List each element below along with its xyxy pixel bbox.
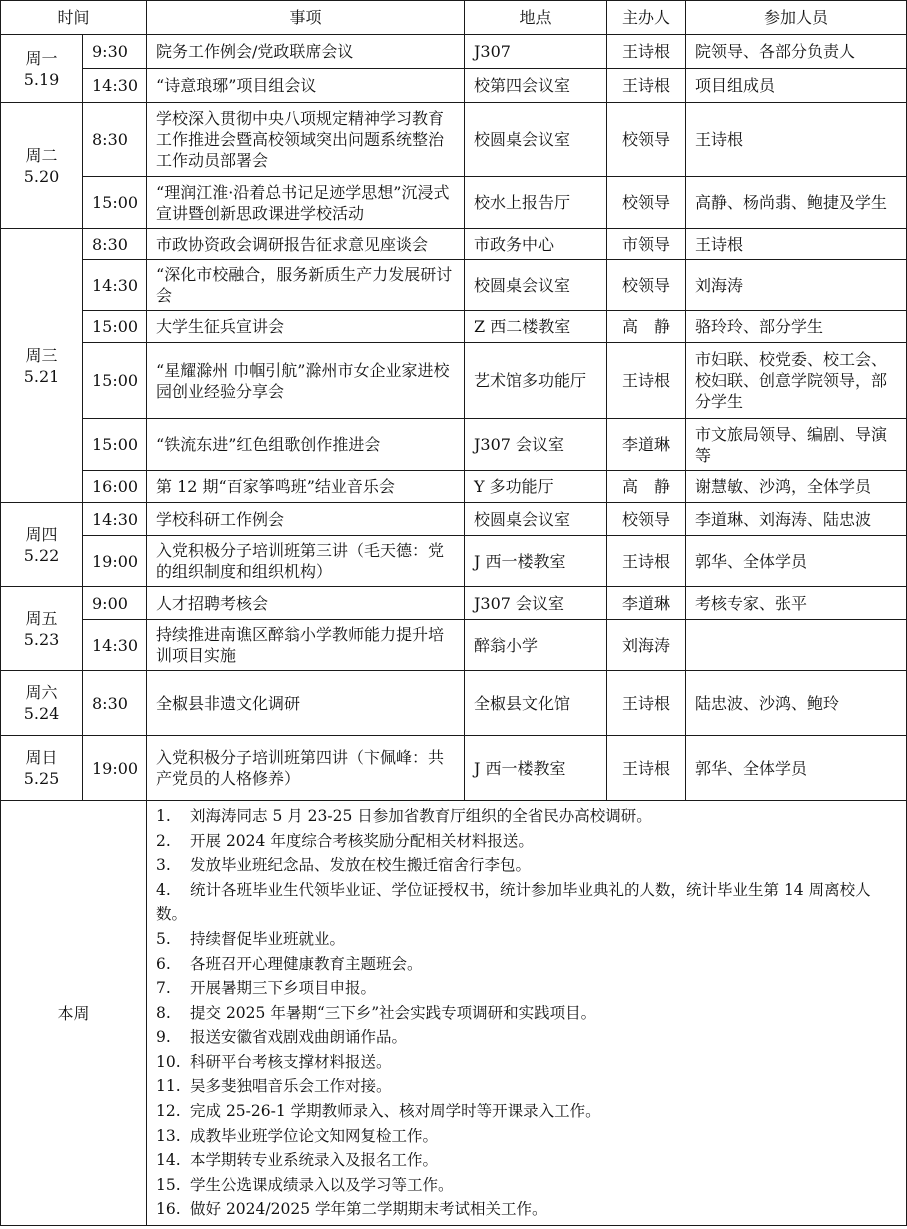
header-time: 时间: [1, 1, 147, 35]
item-cell: 第 12 期“百家筝鸣班”结业音乐会: [147, 471, 465, 503]
table-row: [1, 103, 907, 177]
list-item: [156, 1001, 897, 1026]
participants-cell: 院领导、各部分负责人: [686, 35, 907, 69]
location-cell: 校水上报告厅: [465, 177, 607, 229]
location-cell: 校圆桌会议室: [465, 260, 607, 311]
week-notes-row: [1, 801, 907, 1226]
time-cell: 9:00: [83, 587, 147, 620]
organizer-cell: 李道琳: [607, 419, 686, 471]
organizer-cell: 王诗根: [607, 736, 686, 801]
time-cell: 8:30: [83, 103, 147, 177]
time-cell: 15:00: [83, 177, 147, 229]
day-cell: [1, 35, 83, 103]
table-row: [1, 471, 907, 503]
location-cell: 校圆桌会议室: [465, 103, 607, 177]
table-row: [1, 587, 907, 620]
date-label: 5.19: [23, 69, 60, 89]
date-label: 5.20: [23, 166, 60, 186]
list-item-number: 10.: [156, 1052, 181, 1071]
participants-cell: 刘海涛: [686, 260, 907, 311]
weekday-label: 周三: [25, 345, 58, 365]
participants-cell: 项目组成员: [686, 69, 907, 103]
organizer-cell: 王诗根: [607, 69, 686, 103]
weekday-label: 周五: [25, 608, 58, 628]
date-label: 5.23: [23, 629, 60, 649]
weekday-label: 周日: [25, 748, 58, 767]
participants-cell: 谢慧敏、沙鸿，全体学员: [686, 471, 907, 503]
header-location: 地点: [465, 1, 607, 35]
participants-cell: 郭华、全体学员: [686, 536, 907, 587]
organizer-cell: 王诗根: [607, 343, 686, 419]
table-row: [1, 736, 907, 801]
list-item-number: 7.: [156, 979, 171, 998]
item-cell: “理润江淮·沿着总书记足迹学思想”沉浸式宣讲暨创新思政课进学校活动: [147, 177, 465, 229]
list-item-text: 完成 25-26-1 学期教师录入、核对周学时等开课录入工作。: [190, 1102, 601, 1121]
list-item-text: 开展暑期三下乡项目申报。: [190, 979, 377, 998]
location-cell: Z 西二楼教室: [465, 311, 607, 343]
participants-cell: 高静、杨尚翡、鲍捷及学生: [686, 177, 907, 229]
list-item-number: 6.: [156, 954, 171, 973]
location-cell: 校圆桌会议室: [465, 503, 607, 536]
date-label: 5.24: [23, 704, 60, 723]
list-item-number: 3.: [156, 856, 171, 875]
time-cell: 14:30: [83, 620, 147, 671]
list-item-number: 13.: [156, 1126, 181, 1145]
location-cell: 全椒县文化馆: [465, 671, 607, 736]
list-item: [156, 1050, 897, 1075]
list-item-text: 报送安徽省戏剧戏曲朗诵作品。: [190, 1028, 408, 1047]
header-row: [1, 1, 907, 35]
list-item-number: 11.: [156, 1077, 181, 1096]
day-cell: [1, 736, 83, 801]
participants-cell: 李道琳、刘海涛、陆忠波: [686, 503, 907, 536]
time-cell: 14:30: [83, 69, 147, 103]
location-cell: J307 会议室: [465, 587, 607, 620]
item-cell: 入党积极分子培训班第四讲（卞佩峰：共产党员的人格修养）: [147, 736, 465, 801]
week-notes-cell: [147, 801, 907, 1226]
header-organizer: 主办人: [607, 1, 686, 35]
weekday-label: 周六: [25, 683, 58, 702]
time-cell: 15:00: [83, 311, 147, 343]
table-row: [1, 536, 907, 587]
day-cell: [1, 503, 83, 587]
list-item-text: 开展 2024 年度综合考核奖励分配相关材料报送。: [190, 831, 534, 850]
list-item-text: 做好 2024/2025 学年第二学期期末考试相关工作。: [190, 1200, 548, 1219]
item-cell: 持续推进南谯区醉翁小学教师能力提升培训项目实施: [147, 620, 465, 671]
item-cell: 大学生征兵宣讲会: [147, 311, 465, 343]
list-item: [156, 1099, 897, 1124]
date-label: 5.21: [23, 366, 60, 386]
weekday-label: 周二: [25, 145, 58, 165]
list-item-text: 刘海涛同志 5 月 23-25 日参加省教育厅组织的全省民办高校调研。: [190, 806, 652, 825]
list-item-number: 5.: [156, 929, 171, 948]
item-cell: 入党积极分子培训班第三讲（毛天德：党的组织制度和组织机构）: [147, 536, 465, 587]
list-item-number: 16.: [156, 1200, 181, 1219]
location-cell: 市政务中心: [465, 229, 607, 260]
time-cell: 15:00: [83, 343, 147, 419]
time-cell: 8:30: [83, 671, 147, 736]
participants-cell: 王诗根: [686, 103, 907, 177]
list-item-number: 12.: [156, 1102, 181, 1121]
list-item-text: 学生公选课成绩录入以及学习等工作。: [190, 1175, 454, 1194]
participants-cell: 陆忠波、沙鸿、鲍玲: [686, 671, 907, 736]
time-cell: 14:30: [83, 260, 147, 311]
location-cell: 醉翁小学: [465, 620, 607, 671]
list-item: [156, 927, 897, 952]
list-item: [156, 829, 897, 854]
table-row: [1, 35, 907, 69]
organizer-cell: 校领导: [607, 503, 686, 536]
list-item: [156, 1148, 897, 1173]
day-cell: [1, 587, 83, 671]
location-cell: J 西一楼教室: [465, 736, 607, 801]
time-cell: 19:00: [83, 536, 147, 587]
item-cell: 学校深入贯彻中央八项规定精神学习教育工作推进会暨高校领域突出问题系统整治工作动员部署会: [147, 103, 465, 177]
date-label: 5.22: [23, 545, 60, 565]
list-item: [156, 878, 897, 927]
time-cell: 16:00: [83, 471, 147, 503]
item-cell: 院务工作例会/党政联席会议: [147, 35, 465, 69]
location-cell: 艺术馆多功能厅: [465, 343, 607, 419]
day-cell: [1, 103, 83, 229]
list-item-text: 统计各班毕业生代领毕业证、学位证授权书，统计参加毕业典礼的人数，统计毕业生第 14 周离校人数。: [156, 880, 871, 924]
table-row: [1, 419, 907, 471]
list-item-number: 1.: [156, 806, 171, 825]
time-cell: 8:30: [83, 229, 147, 260]
location-cell: 校第四会议室: [465, 69, 607, 103]
list-item: [156, 1173, 897, 1198]
table-row: [1, 311, 907, 343]
item-cell: 人才招聘考核会: [147, 587, 465, 620]
organizer-cell: 校领导: [607, 260, 686, 311]
participants-cell: [686, 620, 907, 671]
week-notes-list: [156, 804, 897, 1222]
location-cell: J307 会议室: [465, 419, 607, 471]
time-cell: 14:30: [83, 503, 147, 536]
list-item: [156, 853, 897, 878]
organizer-cell: 高 静: [607, 311, 686, 343]
location-cell: J 西一楼教室: [465, 536, 607, 587]
participants-cell: 王诗根: [686, 229, 907, 260]
list-item-number: 15.: [156, 1175, 181, 1194]
organizer-cell: 市领导: [607, 229, 686, 260]
item-cell: “星耀滁州 巾帼引航”滁州市女企业家进校园创业经验分享会: [147, 343, 465, 419]
participants-cell: 郭华、全体学员: [686, 736, 907, 801]
organizer-cell: 校领导: [607, 103, 686, 177]
item-cell: 学校科研工作例会: [147, 503, 465, 536]
day-cell: [1, 671, 83, 736]
week-notes-label: 本周: [1, 801, 147, 1226]
organizer-cell: 刘海涛: [607, 620, 686, 671]
item-cell: 全椒县非遗文化调研: [147, 671, 465, 736]
table-row: [1, 671, 907, 736]
table-row: [1, 69, 907, 103]
list-item-number: 4.: [156, 880, 171, 899]
day-cell: [1, 229, 83, 503]
participants-cell: 骆玲玲、部分学生: [686, 311, 907, 343]
list-item-text: 各班召开心理健康教育主题班会。: [190, 954, 423, 973]
item-cell: “铁流东进”红色组歌创作推进会: [147, 419, 465, 471]
participants-cell: 市妇联、校党委、校工会、校妇联、创意学院领导，部分学生: [686, 343, 907, 419]
time-cell: 19:00: [83, 736, 147, 801]
list-item-number: 8.: [156, 1003, 171, 1022]
header-item: 事项: [147, 1, 465, 35]
participants-cell: 市文旅局领导、编剧、导演等: [686, 419, 907, 471]
list-item-text: 成教毕业班学位论文知网复检工作。: [190, 1126, 439, 1145]
table-row: [1, 229, 907, 260]
organizer-cell: 王诗根: [607, 35, 686, 69]
table-row: [1, 260, 907, 311]
organizer-cell: 校领导: [607, 177, 686, 229]
location-cell: Y 多功能厅: [465, 471, 607, 503]
date-label: 5.25: [23, 769, 60, 788]
list-item-number: 14.: [156, 1151, 181, 1170]
item-cell: “诗意琅琊”项目组会议: [147, 69, 465, 103]
participants-cell: 考核专家、张平: [686, 587, 907, 620]
list-item: [156, 976, 897, 1001]
organizer-cell: 王诗根: [607, 536, 686, 587]
weekday-label: 周一: [25, 48, 58, 68]
item-cell: 市政协资政会调研报告征求意见座谈会: [147, 229, 465, 260]
list-item-text: 吴多斐独唱音乐会工作对接。: [190, 1077, 392, 1096]
list-item: [156, 1197, 897, 1222]
list-item-text: 科研平台考核支撑材料报送。: [190, 1052, 392, 1071]
header-participants: 参加人员: [686, 1, 907, 35]
table-row: [1, 343, 907, 419]
table-row: [1, 620, 907, 671]
time-cell: 9:30: [83, 35, 147, 69]
list-item: [156, 1074, 897, 1099]
list-item-text: 提交 2025 年暑期“三下乡”社会实践专项调研和实践项目。: [190, 1003, 597, 1022]
organizer-cell: 王诗根: [607, 671, 686, 736]
item-cell: “深化市校融合，服务新质生产力发展研讨会: [147, 260, 465, 311]
list-item: [156, 952, 897, 977]
list-item-text: 发放毕业班纪念品、发放在校生搬迁宿舍行李包。: [190, 856, 532, 875]
organizer-cell: 高 静: [607, 471, 686, 503]
list-item-text: 持续督促毕业班就业。: [190, 929, 346, 948]
list-item: [156, 804, 897, 829]
list-item-number: 2.: [156, 831, 171, 850]
time-cell: 15:00: [83, 419, 147, 471]
list-item: [156, 1025, 897, 1050]
table-row: [1, 503, 907, 536]
table-row: [1, 177, 907, 229]
list-item-number: 9.: [156, 1028, 171, 1047]
organizer-cell: 李道琳: [607, 587, 686, 620]
location-cell: J307: [465, 35, 607, 69]
list-item-text: 本学期转专业系统录入及报名工作。: [190, 1151, 439, 1170]
list-item: [156, 1124, 897, 1149]
weekday-label: 周四: [25, 524, 58, 544]
